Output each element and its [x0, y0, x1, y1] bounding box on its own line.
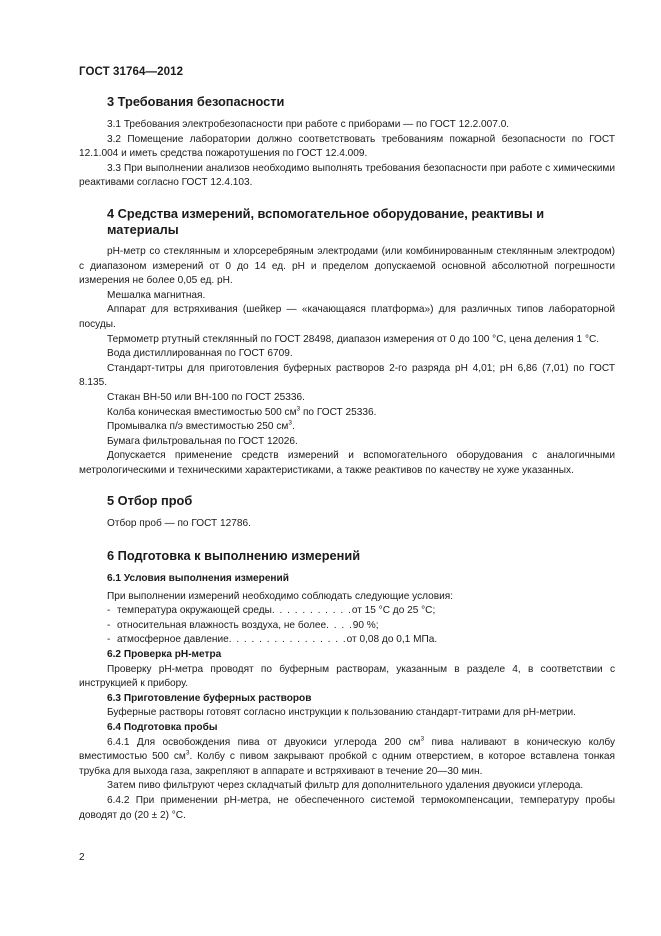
flask-tail: по ГОСТ 25336.	[300, 406, 377, 418]
section-6-heading: 6 Подготовка к выполнению измерений	[107, 548, 361, 564]
condition-value: от 15 °С до 25 °С;	[351, 605, 436, 617]
document-body	[79, 94, 615, 823]
condition-row	[79, 604, 615, 619]
condition-row	[79, 619, 615, 634]
paragraph-3-2: 3.2 Помещение лаборатории должно соответствовать требованиям пожарной безопасности по ГОСТ 12.1.004 и иметь средства пожаротушения по ГОСТ 12.4.009.	[79, 133, 615, 160]
equipment-item: Стакан ВН-50 или ВН-100 по ГОСТ 25336.	[107, 391, 305, 403]
subsection-6-2-heading: 6.2 Проверка pH-метра	[107, 649, 222, 661]
p641-c: . Колбу с пивом закрывают пробкой с одним отверстием, в которое вставлена тонкая трубка для выхода газа, закрепляют в аппарате и встряхивают в течение 20—30 мин.	[79, 751, 615, 777]
paragraph-3-3: 3.3 При выполнении анализов необходимо выполнять требования безопасности при работе с химическими реактивами согласно ГОСТ 12.4.103.	[79, 162, 615, 189]
equipment-item: Стандарт-титры для приготовления буферных растворов 2-го разряда pH 4,01; pH 6,86 (7,01) по ГОСТ 8.135.	[79, 362, 615, 389]
dot-leader: . . . . . . . . . . .	[271, 605, 352, 617]
dot-leader: . . . .	[326, 619, 353, 631]
equipment-item-filter-paper: Бумага фильтровальная по ГОСТ 12026.	[107, 435, 298, 447]
paragraph-6-4-1-cont: Затем пиво фильтруют через складчатый фильтр для дополнительного удаления двуокиси углерода.	[107, 780, 584, 792]
paragraph-6-3: Буферные растворы готовят согласно инструкции к пользованию стандарт-титрами для pH-метрии.	[107, 707, 576, 719]
condition-label: атмосферное давление	[117, 634, 229, 646]
paragraph-6-4-2: 6.4.2 При применении pH-метра, не обеспеченного системой термокомпенсации, температуру пробы доводят до (20 ± 2) °С.	[79, 794, 615, 821]
section-5-heading: 5 Отбор проб	[107, 493, 193, 509]
p641-sup1: 3	[420, 735, 425, 743]
subsection-6-4-heading: 6.4 Подготовка пробы	[107, 722, 218, 733]
equipment-item: Вода дистиллированная по ГОСТ 6709.	[107, 348, 293, 360]
equipment-item-wash-bottle	[79, 420, 615, 435]
p641-b: пива наливают в коническую колбу вместимостью 500 см	[79, 736, 615, 763]
flask-text: Колба коническая вместимостью 500 см	[107, 406, 297, 418]
wash-text: Промывалка п/э вместимостью 250 см	[107, 421, 289, 433]
p641-a: 6.4.1 Для освобождения пива от двуокиси углерода 200 см	[107, 736, 421, 748]
list-dash: -	[107, 619, 111, 631]
equipment-item: Мешалка магнитная.	[107, 289, 206, 301]
conditions-intro: При выполнении измерений необходимо соблюдать следующие условия:	[107, 590, 454, 602]
paragraph-allowed: Допускается применение средств измерений и вспомогательного оборудования с аналогичными метрологическими и техническими характеристиками, а также реактивов по качеству не хуже указанных.	[79, 450, 615, 476]
dot-leader: . . . . . . . . . . . . . . . .	[228, 634, 347, 646]
section-4-heading: 4 Средства измерений, вспомогательное оборудование, реактивы и материалы	[107, 205, 545, 237]
condition-value: 90 %;	[352, 619, 379, 631]
document-header: ГОСТ 31764—2012	[79, 66, 184, 78]
condition-value: от 0,08 до 0,1 МПа.	[346, 634, 438, 646]
equipment-item-flask	[79, 406, 615, 421]
wash-tail: .	[291, 421, 295, 433]
section-3-heading: 3 Требования безопасности	[107, 94, 285, 109]
equipment-item: Термометр ртутный стеклянный по ГОСТ 28498, диапазон измерения от 0 до 100 °С, цена деления 1 °С.	[107, 333, 600, 345]
subsection-6-1-heading: 6.1 Условия выполнения измерений	[107, 573, 289, 585]
list-dash: -	[107, 605, 111, 617]
paragraph-3-1: 3.1 Требования электробезопасности при работе с приборами — по ГОСТ 12.2.007.0.	[107, 119, 510, 130]
condition-row	[79, 633, 615, 648]
equipment-item: Аппарат для встряхивания (шейкер — «качающаяся платформа») для различных типов лабораторной посуды.	[79, 304, 615, 330]
flask-sup: 3	[296, 405, 301, 413]
paragraph-6-4-1	[79, 736, 615, 780]
list-dash: -	[107, 634, 111, 646]
paragraph-6-2: Проверку pH-метра проводят по буферным растворам, указанным в разделе 4, в соответствии с инструкцией к прибору.	[79, 663, 615, 690]
condition-label: относительная влажность воздуха, не более	[117, 619, 327, 631]
page-number: 2	[79, 852, 85, 863]
wash-sup: 3	[288, 419, 292, 427]
subsection-6-3-heading: 6.3 Приготовление буферных растворов	[107, 692, 312, 704]
condition-label: температура окружающей среды	[117, 605, 272, 617]
equipment-item: pH-метр со стеклянным и хлорсеребряным электродами (или комбинированным стеклянным электродом) с диапазоном измерений от 0 до 14 ед. pH и пределом допускаемой основной абсолютной погрешности измерения не более 0,05 ед. pH.	[79, 245, 615, 287]
paragraph-5: Отбор проб — по ГОСТ 12786.	[107, 518, 251, 530]
p641-sup2: 3	[185, 749, 190, 757]
